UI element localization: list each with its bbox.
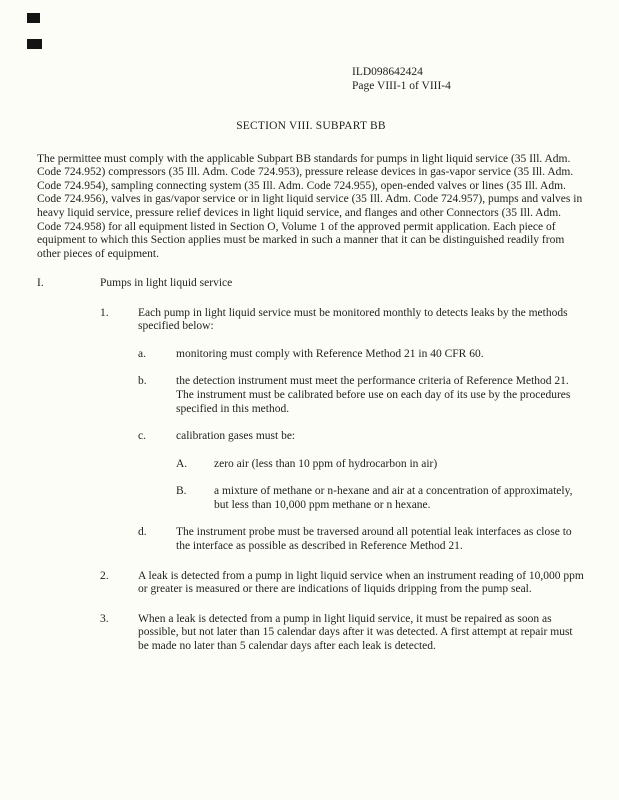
outline-text: The instrument probe must be traversed around all potential leak interfaces as close to the interface as possible as described in Reference Method 21. bbox=[176, 526, 572, 552]
outline-text: the detection instrument must meet the performance criteria of Reference Method 21. The instrument must be calibrated before use on each day of its use by the procedures specified in this method. bbox=[176, 375, 571, 415]
outline-text: monitoring must comply with Reference Method 21 in 40 CFR 60. bbox=[176, 347, 484, 360]
outline-text: calibration gases must be: bbox=[176, 430, 296, 443]
outline-item-1cB bbox=[176, 485, 585, 512]
outline-label: A. bbox=[176, 457, 188, 470]
page-number: Page VIII-1 of VIII-4 bbox=[352, 79, 451, 92]
outline-text: Pumps in light liquid service bbox=[100, 277, 233, 290]
outline-label: B. bbox=[176, 485, 187, 498]
outline-label: c. bbox=[138, 430, 146, 443]
intro-paragraph: The permittee must comply with the applicable Subpart BB standards for pumps in light liquid service (35 Ill. Adm. Code 724.952) compressors (35 Ill. Adm. Code 724.953), pressure release devices in gas-vapor service (35 Ill. Adm. Code 724.954), sampling connecting system (35 Ill. Adm. Code 724.955), open-ended valves or lines (35 Ill. Adm. Code 724.956), valves in gas/vapor service or in light liquid service (35 Ill. Adm. Code 724.957), pumps and valves in heavy liquid service, pressure relief devices in light liquid service, and flanges and other Connectors (35 Ill. Adm. Code 724.958) for all equipment listed in Section O, Volume 1 of the approved permit application. Each piece of equipment to which this Section applies must be marked in such a manner that it can be distinguished readily from other pieces of equipment. bbox=[37, 152, 583, 260]
outline-label: 1. bbox=[100, 306, 109, 319]
outline-item-1d bbox=[138, 526, 585, 553]
outline-label: 2. bbox=[100, 569, 109, 582]
outline-text: A leak is detected from a pump in light liquid service when an instrument reading of 10,000 ppm or greater is measured or there are indications of liquids dripping from the pump seal. bbox=[138, 569, 584, 596]
outline-text: When a leak is detected from a pump in light liquid service, it must be repaired as soon as possible, but not later than 15 calendar days after it was detected. A first attempt at repair must be made no later than 5 calendar days after each leak is detected. bbox=[138, 612, 573, 652]
outline-label: b. bbox=[138, 375, 147, 388]
outline-item-1b bbox=[138, 375, 585, 416]
scan-artifact-mark bbox=[27, 39, 42, 49]
outline-item-1a bbox=[138, 348, 585, 362]
outline-item-2 bbox=[100, 570, 585, 597]
section-title: SECTION VIII. SUBPART BB bbox=[236, 120, 386, 133]
document-id: ILD098642424 bbox=[352, 66, 423, 78]
outline-label: 3. bbox=[100, 612, 109, 625]
outline-text: zero air (less than 10 ppm of hydrocarbon in air) bbox=[214, 457, 438, 470]
outline-item-1c bbox=[138, 430, 585, 444]
outline-label: I. bbox=[37, 277, 44, 290]
scan-artifact-mark bbox=[27, 13, 40, 23]
outline-label: d. bbox=[138, 526, 147, 539]
outline-item-1cA bbox=[176, 458, 585, 472]
outline-text: Each pump in light liquid service must be monitored monthly to detects leaks by the methods specified below: bbox=[138, 306, 568, 333]
page-header bbox=[352, 66, 585, 93]
outline-item-3 bbox=[100, 613, 585, 654]
outline-item-1 bbox=[100, 307, 585, 334]
outline-item-I bbox=[37, 277, 585, 291]
outline-label: a. bbox=[138, 347, 146, 360]
outline-text: a mixture of methane or n-hexane and air at a concentration of approximately, but less than 10,000 ppm methane or n hexane. bbox=[214, 485, 573, 511]
